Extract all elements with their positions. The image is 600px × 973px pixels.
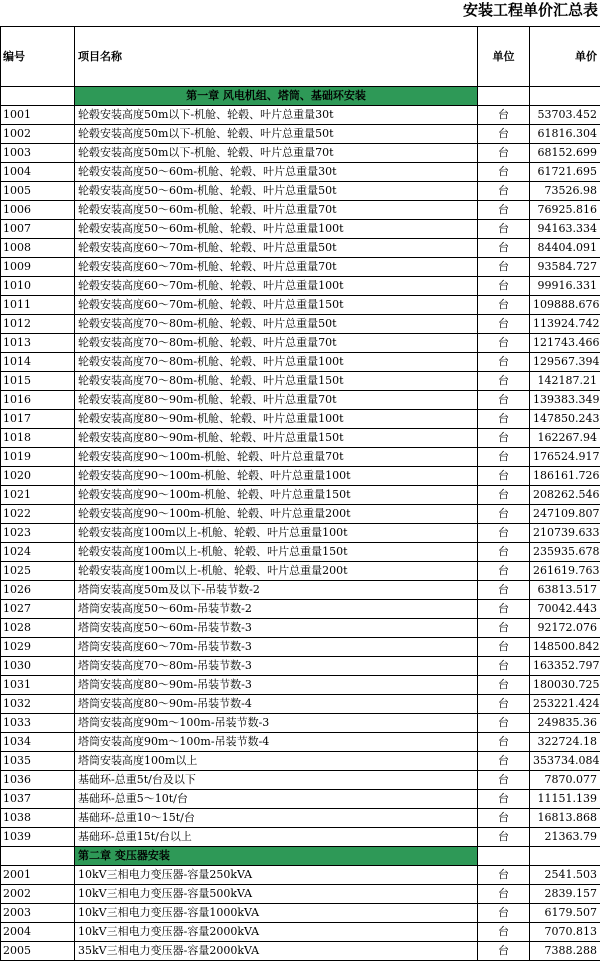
table-row (1, 600, 600, 619)
table-row (1, 638, 600, 657)
item-unit: 台 (478, 695, 530, 714)
item-name: 10kV三相电力变压器-容量2000kVA (75, 923, 478, 942)
item-price: 249835.36 (530, 714, 600, 733)
table-row (1, 201, 600, 220)
item-price: 61816.304 (530, 125, 600, 144)
item-name: 轮毂安装高度50m以下-机舱、轮毂、叶片总重量30t (75, 106, 478, 125)
item-unit: 台 (478, 581, 530, 600)
item-price: 70042.443 (530, 600, 600, 619)
item-code: 1022 (1, 505, 75, 524)
item-name: 轮毂安装高度50m以下-机舱、轮毂、叶片总重量70t (75, 144, 478, 163)
item-price: 147850.243 (530, 410, 600, 429)
table-row (1, 714, 600, 733)
table-row (1, 619, 600, 638)
table-row (1, 543, 600, 562)
item-code: 1028 (1, 619, 75, 638)
item-price: 2839.157 (530, 885, 600, 904)
item-unit: 台 (478, 239, 530, 258)
item-name: 10kV三相电力变压器-容量500kVA (75, 885, 478, 904)
page-title: 安装工程单价汇总表 (462, 1, 598, 19)
item-unit: 台 (478, 828, 530, 847)
table-row (1, 505, 600, 524)
item-code: 1011 (1, 296, 75, 315)
item-code: 1017 (1, 410, 75, 429)
item-price: 121743.466 (530, 334, 600, 353)
item-code: 1005 (1, 182, 75, 201)
item-name: 轮毂安装高度50m以下-机舱、轮毂、叶片总重量50t (75, 125, 478, 144)
item-price: 235935.678 (530, 543, 600, 562)
item-unit: 台 (478, 296, 530, 315)
item-code: 1026 (1, 581, 75, 600)
item-name: 轮毂安装高度70～80m-机舱、轮毂、叶片总重量70t (75, 334, 478, 353)
item-code: 1033 (1, 714, 75, 733)
item-price: 7870.077 (530, 771, 600, 790)
item-unit: 台 (478, 790, 530, 809)
item-unit: 台 (478, 467, 530, 486)
item-code: 1034 (1, 733, 75, 752)
table-row (1, 942, 600, 961)
item-unit: 台 (478, 353, 530, 372)
item-code: 2005 (1, 942, 75, 961)
item-code: 2001 (1, 866, 75, 885)
item-price: 253221.424 (530, 695, 600, 714)
item-price: 92172.076 (530, 619, 600, 638)
table-row (1, 182, 600, 201)
header-price: 单价 (530, 27, 600, 87)
item-unit: 台 (478, 486, 530, 505)
item-code: 1038 (1, 809, 75, 828)
table-row (1, 562, 600, 581)
item-code: 1032 (1, 695, 75, 714)
item-code: 2004 (1, 923, 75, 942)
item-code: 1003 (1, 144, 75, 163)
item-unit: 台 (478, 543, 530, 562)
item-unit: 台 (478, 562, 530, 581)
item-price: 94163.334 (530, 220, 600, 239)
item-price: 113924.742 (530, 315, 600, 334)
item-code: 1004 (1, 163, 75, 182)
item-price: 186161.726 (530, 467, 600, 486)
header-row (1, 27, 600, 87)
item-name: 10kV三相电力变压器-容量250kVA (75, 866, 478, 885)
table-row (1, 486, 600, 505)
chapter-code-cell (1, 87, 75, 106)
chapter-unit-cell (478, 847, 530, 866)
item-name: 塔筒安装高度50～60m-吊装节数-3 (75, 619, 478, 638)
item-price: 109888.676 (530, 296, 600, 315)
item-price: 162267.94 (530, 429, 600, 448)
item-name: 轮毂安装高度80～90m-机舱、轮毂、叶片总重量70t (75, 391, 478, 410)
item-code: 1036 (1, 771, 75, 790)
item-price: 142187.21 (530, 372, 600, 391)
item-price: 68152.699 (530, 144, 600, 163)
table-row (1, 277, 600, 296)
item-name: 塔筒安装高度80～90m-吊装节数-3 (75, 676, 478, 695)
item-code: 1006 (1, 201, 75, 220)
item-unit: 台 (478, 809, 530, 828)
table-row (1, 448, 600, 467)
table-row (1, 828, 600, 847)
item-name: 轮毂安装高度60～70m-机舱、轮毂、叶片总重量50t (75, 239, 478, 258)
item-unit: 台 (478, 771, 530, 790)
item-price: 208262.546 (530, 486, 600, 505)
table-row (1, 866, 600, 885)
table-row (1, 353, 600, 372)
price-table (0, 26, 600, 961)
table-row (1, 220, 600, 239)
item-unit: 台 (478, 505, 530, 524)
item-code: 1009 (1, 258, 75, 277)
item-unit: 台 (478, 600, 530, 619)
table-row (1, 790, 600, 809)
table-row (1, 904, 600, 923)
table-row (1, 733, 600, 752)
item-name: 轮毂安装高度50～60m-机舱、轮毂、叶片总重量50t (75, 182, 478, 201)
item-unit: 台 (478, 448, 530, 467)
item-name: 轮毂安装高度90～100m-机舱、轮毂、叶片总重量70t (75, 448, 478, 467)
item-price: 247109.807 (530, 505, 600, 524)
item-price: 84404.091 (530, 239, 600, 258)
chapter-title: 第一章 风电机组、塔筒、基础环安装 (75, 87, 478, 106)
item-unit: 台 (478, 315, 530, 334)
item-code: 1018 (1, 429, 75, 448)
item-name: 轮毂安装高度60～70m-机舱、轮毂、叶片总重量150t (75, 296, 478, 315)
item-unit: 台 (478, 714, 530, 733)
item-unit: 台 (478, 277, 530, 296)
item-code: 2003 (1, 904, 75, 923)
item-price: 7070.813 (530, 923, 600, 942)
item-code: 1037 (1, 790, 75, 809)
item-name: 轮毂安装高度50～60m-机舱、轮毂、叶片总重量30t (75, 163, 478, 182)
table-row (1, 771, 600, 790)
table-row (1, 106, 600, 125)
item-price: 2541.503 (530, 866, 600, 885)
item-code: 1010 (1, 277, 75, 296)
item-code: 1027 (1, 600, 75, 619)
table-row (1, 676, 600, 695)
item-price: 73526.98 (530, 182, 600, 201)
table-row (1, 885, 600, 904)
item-price: 139383.349 (530, 391, 600, 410)
item-price: 353734.084 (530, 752, 600, 771)
item-price: 16813.868 (530, 809, 600, 828)
table-row (1, 144, 600, 163)
item-name: 塔筒安装高度100m以上 (75, 752, 478, 771)
chapter-unit-cell (478, 87, 530, 106)
header-code: 编号 (1, 27, 75, 87)
item-name: 轮毂安装高度60～70m-机舱、轮毂、叶片总重量100t (75, 277, 478, 296)
item-unit: 台 (478, 163, 530, 182)
item-unit: 台 (478, 866, 530, 885)
item-price: 148500.842 (530, 638, 600, 657)
item-unit: 台 (478, 391, 530, 410)
header-unit: 单位 (478, 27, 530, 87)
table-row (1, 581, 600, 600)
table-row (1, 334, 600, 353)
item-name: 轮毂安装高度50～60m-机舱、轮毂、叶片总重量100t (75, 220, 478, 239)
item-unit: 台 (478, 638, 530, 657)
item-name: 轮毂安装高度100m以上-机舱、轮毂、叶片总重量100t (75, 524, 478, 543)
table-row (1, 391, 600, 410)
item-price: 163352.797 (530, 657, 600, 676)
table-row (1, 524, 600, 543)
item-price: 93584.727 (530, 258, 600, 277)
item-unit: 台 (478, 258, 530, 277)
table-row (1, 809, 600, 828)
item-code: 1012 (1, 315, 75, 334)
item-code: 1025 (1, 562, 75, 581)
item-code: 1035 (1, 752, 75, 771)
item-name: 轮毂安装高度70～80m-机舱、轮毂、叶片总重量150t (75, 372, 478, 391)
item-name: 轮毂安装高度90～100m-机舱、轮毂、叶片总重量200t (75, 505, 478, 524)
table-row (1, 923, 600, 942)
header-name: 项目名称 (75, 27, 478, 87)
item-code: 1002 (1, 125, 75, 144)
item-unit: 台 (478, 752, 530, 771)
item-code: 1031 (1, 676, 75, 695)
item-unit: 台 (478, 429, 530, 448)
item-price: 76925.816 (530, 201, 600, 220)
item-unit: 台 (478, 201, 530, 220)
chapter-price-cell (530, 847, 600, 866)
item-code: 1023 (1, 524, 75, 543)
item-unit: 台 (478, 904, 530, 923)
item-name: 基础环-总重15t/台以上 (75, 828, 478, 847)
item-price: 129567.394 (530, 353, 600, 372)
item-price: 261619.763 (530, 562, 600, 581)
item-unit: 台 (478, 524, 530, 543)
item-unit: 台 (478, 144, 530, 163)
item-price: 176524.917 (530, 448, 600, 467)
table-row (1, 695, 600, 714)
item-code: 1039 (1, 828, 75, 847)
item-price: 7388.288 (530, 942, 600, 961)
item-unit: 台 (478, 923, 530, 942)
item-price: 11151.139 (530, 790, 600, 809)
item-unit: 台 (478, 885, 530, 904)
table-row (1, 163, 600, 182)
item-unit: 台 (478, 220, 530, 239)
item-name: 轮毂安装高度90～100m-机舱、轮毂、叶片总重量150t (75, 486, 478, 505)
table-row (1, 315, 600, 334)
item-unit: 台 (478, 657, 530, 676)
item-code: 1019 (1, 448, 75, 467)
chapter-price-cell (530, 87, 600, 106)
item-price: 99916.331 (530, 277, 600, 296)
item-price: 6179.507 (530, 904, 600, 923)
table-row (1, 258, 600, 277)
item-price: 180030.725 (530, 676, 600, 695)
table-row (1, 239, 600, 258)
item-unit: 台 (478, 106, 530, 125)
item-name: 轮毂安装高度80～90m-机舱、轮毂、叶片总重量100t (75, 410, 478, 429)
item-code: 1015 (1, 372, 75, 391)
item-name: 基础环-总重5～10t/台 (75, 790, 478, 809)
table-row (1, 410, 600, 429)
item-code: 1016 (1, 391, 75, 410)
item-price: 210739.633 (530, 524, 600, 543)
item-name: 塔筒安装高度90m～100m-吊装节数-4 (75, 733, 478, 752)
chapter-row (1, 87, 600, 106)
item-name: 塔筒安装高度70～80m-吊装节数-3 (75, 657, 478, 676)
item-name: 轮毂安装高度60～70m-机舱、轮毂、叶片总重量70t (75, 258, 478, 277)
item-name: 轮毂安装高度70～80m-机舱、轮毂、叶片总重量100t (75, 353, 478, 372)
item-name: 塔筒安装高度80～90m-吊装节数-4 (75, 695, 478, 714)
table-row (1, 429, 600, 448)
item-unit: 台 (478, 733, 530, 752)
item-code: 1013 (1, 334, 75, 353)
item-name: 轮毂安装高度100m以上-机舱、轮毂、叶片总重量200t (75, 562, 478, 581)
table-row (1, 752, 600, 771)
item-unit: 台 (478, 334, 530, 353)
item-code: 1021 (1, 486, 75, 505)
item-name: 10kV三相电力变压器-容量1000kVA (75, 904, 478, 923)
item-unit: 台 (478, 619, 530, 638)
item-unit: 台 (478, 372, 530, 391)
item-price: 63813.517 (530, 581, 600, 600)
chapter-code-cell (1, 847, 75, 866)
item-price: 61721.695 (530, 163, 600, 182)
item-name: 轮毂安装高度90～100m-机舱、轮毂、叶片总重量100t (75, 467, 478, 486)
item-name: 轮毂安装高度100m以上-机舱、轮毂、叶片总重量150t (75, 543, 478, 562)
item-name: 塔筒安装高度60～70m-吊装节数-3 (75, 638, 478, 657)
item-unit: 台 (478, 942, 530, 961)
item-name: 轮毂安装高度80～90m-机舱、轮毂、叶片总重量150t (75, 429, 478, 448)
item-code: 1007 (1, 220, 75, 239)
item-name: 轮毂安装高度50～60m-机舱、轮毂、叶片总重量70t (75, 201, 478, 220)
table-row (1, 296, 600, 315)
table-row (1, 372, 600, 391)
item-code: 1020 (1, 467, 75, 486)
item-name: 轮毂安装高度70～80m-机舱、轮毂、叶片总重量50t (75, 315, 478, 334)
item-name: 塔筒安装高度50m及以下-吊装节数-2 (75, 581, 478, 600)
item-code: 2002 (1, 885, 75, 904)
item-code: 1024 (1, 543, 75, 562)
item-name: 35kV三相电力变压器-容量2000kVA (75, 942, 478, 961)
item-unit: 台 (478, 182, 530, 201)
item-name: 基础环-总重10～15t/台 (75, 809, 478, 828)
item-price: 53703.452 (530, 106, 600, 125)
table-row (1, 657, 600, 676)
item-unit: 台 (478, 410, 530, 429)
item-code: 1008 (1, 239, 75, 258)
item-name: 塔筒安装高度90m～100m-吊装节数-3 (75, 714, 478, 733)
item-price: 322724.18 (530, 733, 600, 752)
item-price: 21363.79 (530, 828, 600, 847)
table-body (1, 87, 600, 961)
item-name: 基础环-总重5t/台及以下 (75, 771, 478, 790)
item-code: 1030 (1, 657, 75, 676)
table-row (1, 125, 600, 144)
item-name: 塔筒安装高度50～60m-吊装节数-2 (75, 600, 478, 619)
item-code: 1014 (1, 353, 75, 372)
chapter-row (1, 847, 600, 866)
item-code: 1001 (1, 106, 75, 125)
item-unit: 台 (478, 125, 530, 144)
item-unit: 台 (478, 676, 530, 695)
item-code: 1029 (1, 638, 75, 657)
chapter-title: 第二章 变压器安装 (75, 847, 478, 866)
table-row (1, 467, 600, 486)
